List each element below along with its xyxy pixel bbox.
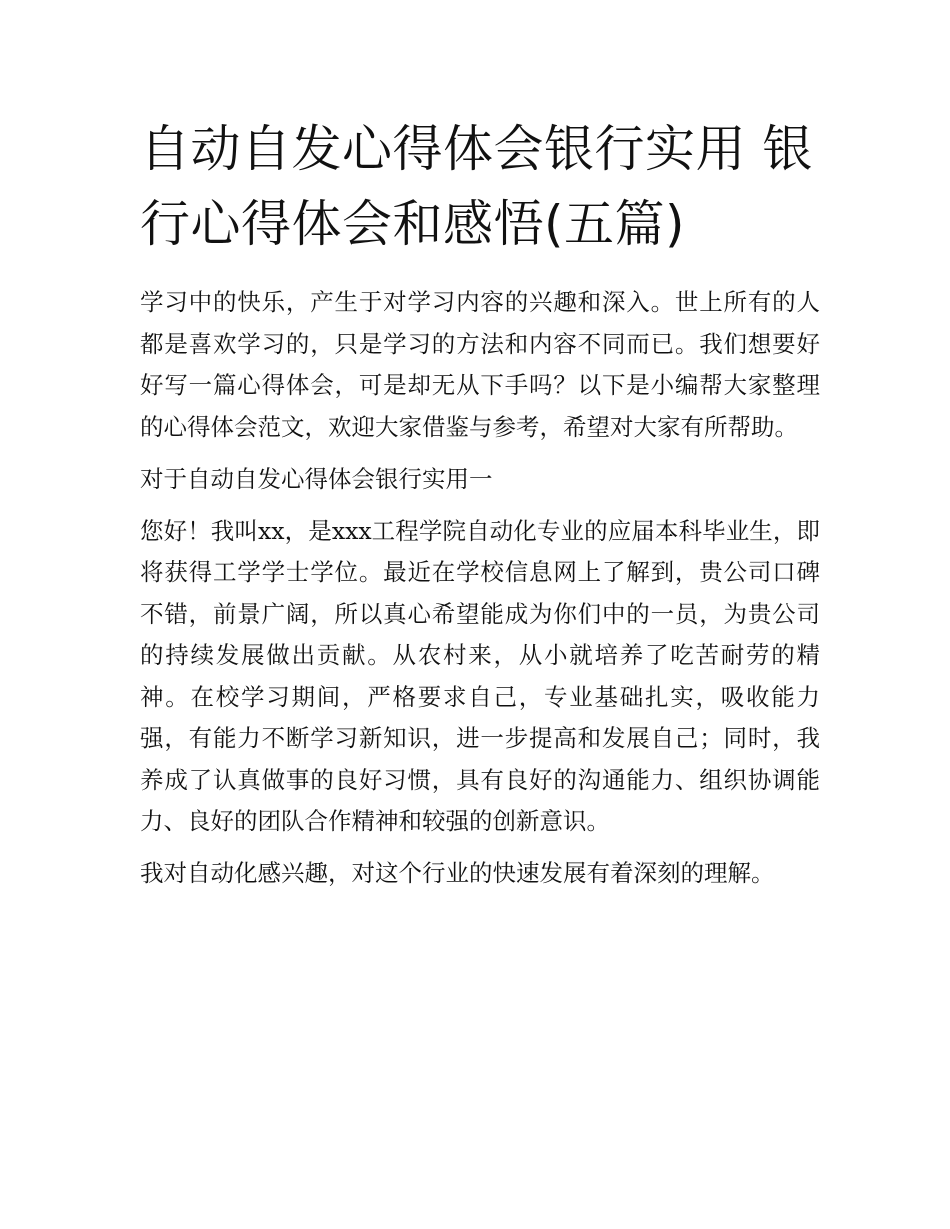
document-body (140, 282, 820, 905)
closing-paragraph: 我对自动化感兴趣，对这个行业的快速发展有着深刻的理解。 (140, 859, 775, 887)
section-heading: 对于自动自发心得体会银行实用一 (140, 464, 493, 493)
intro-paragraph: 学习中的快乐，产生于对学习内容的兴趣和深入。世上所有的人都是喜欢学习的，只是学习的方法和内容不同而已。我们想要好好写一篇心得体会，可是却无从下手吗？以下是小编帮大家整理的心得体会范文，欢迎大家借鉴与参考，希望对大家有所帮助。 (140, 288, 820, 441)
document-title: 自动自发心得体会银行实用 银行心得体会和感悟(五篇) (140, 120, 813, 253)
letter-paragraph: 您好！我叫xx，是xxx工程学院自动化专业的应届本科毕业生，即将获得工学学士学位。最近在学校信息网上了解到，贵公司口碑不错，前景广阔，所以真心希望能成为你们中的一员，为贵公司的持续发展做出贡献。从农村来，从小就培养了吃苦耐劳的精神。在校学习期间，严格要求自己，专业基础扎实，吸收能力强，有能力不断学习新知识，进一步提高和发展自己；同时，我养成了认真做事的良好习惯，具有良好的沟通能力、组织协调能力、良好的团队合作精神和较强的创新意识。 (140, 516, 820, 835)
